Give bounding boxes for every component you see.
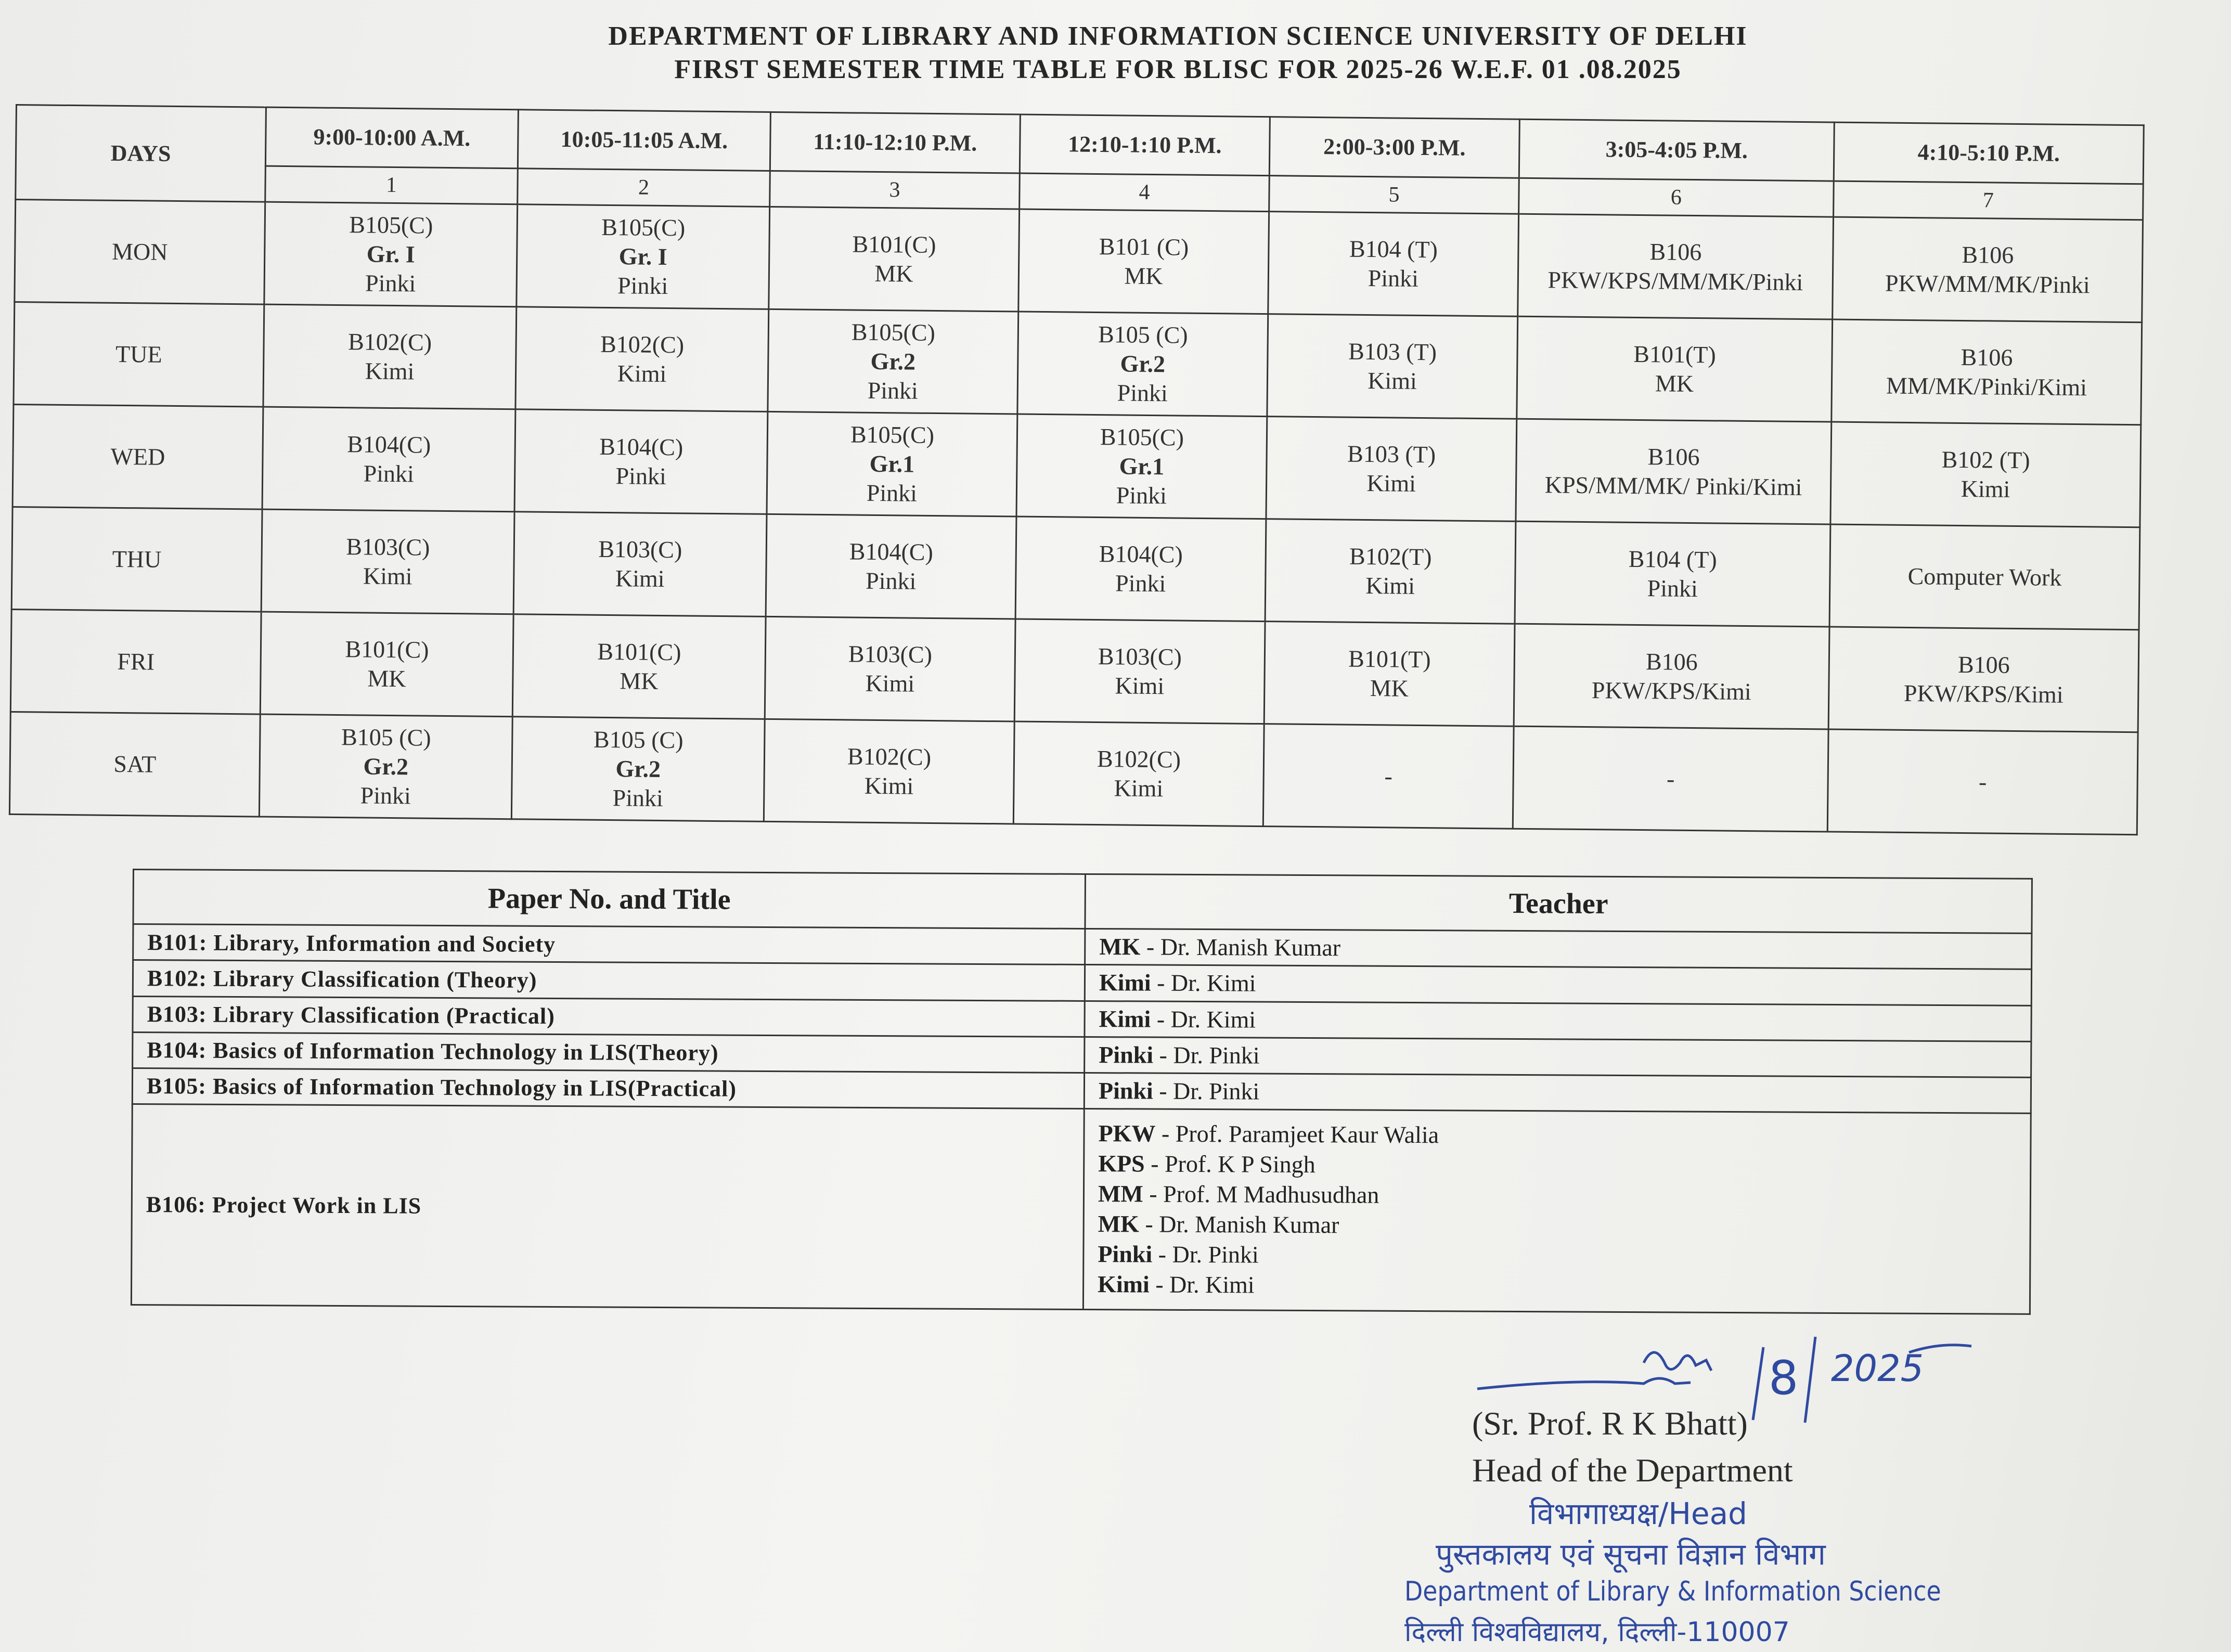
teacher-abbr: Pinki [1098, 1241, 1153, 1268]
paper-code: B106 [1962, 241, 2014, 268]
paper-code: B102(T) [1349, 543, 1432, 571]
teacher-name: - Dr. Kimi [1151, 1005, 1256, 1033]
paper-code: B103(C) [1098, 643, 1182, 670]
paper-code: B105(C) [1100, 423, 1184, 451]
paper-code: B104(C) [1099, 540, 1183, 568]
teacher-code: PKW/KPS/Kimi [1591, 677, 1751, 705]
paper-code: - [1666, 765, 1675, 792]
paper-code: B103 (T) [1348, 338, 1437, 366]
paper-code: B104(C) [849, 538, 934, 565]
teacher-entry [1098, 1240, 2016, 1274]
paper-code: B102 (T) [1941, 446, 2030, 474]
group-label: Gr. I [366, 240, 415, 268]
day-label: FRI [10, 609, 261, 714]
paper-code: B101(C) [852, 230, 936, 258]
class-cell [262, 407, 515, 512]
teacher-code: Pinki [1116, 482, 1167, 509]
teacher-code: Kimi [864, 772, 914, 799]
teacher-abbr: MM [1098, 1180, 1143, 1207]
day-label: WED [12, 404, 263, 509]
teacher-code: MK [367, 665, 406, 692]
teacher-name: - Dr. Pinki [1152, 1241, 1259, 1269]
timetable [9, 104, 2145, 835]
teacher-code: Kimi [363, 562, 412, 590]
slot-time-header: 10:05-11:05 A.M. [518, 110, 770, 171]
paper-code: Computer Work [1907, 562, 2062, 591]
class-cell [1014, 619, 1265, 724]
department-heading: DEPARTMENT OF LIBRARY AND INFORMATION SCIENCE UNIVERSITY OF DELHI [608, 21, 1748, 51]
teacher-code: Pinki [365, 269, 416, 297]
legend-body [131, 924, 2032, 1314]
class-cell [1013, 721, 1264, 827]
teacher-code: PKW/KPS/MM/MK/Pinki [1547, 266, 1803, 295]
slot-index: 4 [1020, 173, 1270, 212]
class-cell [1268, 212, 1519, 317]
class-cell [1517, 316, 1833, 422]
timetable-row [9, 712, 2138, 834]
teacher-name: - Dr. Manish Kumar [1139, 1210, 1339, 1238]
paper-code: B104 (T) [1628, 545, 1717, 573]
teacher-entry [1099, 1004, 2017, 1039]
teacher-code: PKW/KPS/Kimi [1903, 679, 2064, 708]
teacher-cell [1085, 965, 2031, 1005]
handwritten-year: 2025 [1831, 1347, 1924, 1390]
teacher-code: Pinki [1115, 570, 1166, 597]
paper-code: B105 (C) [341, 724, 431, 751]
class-cell [515, 307, 769, 412]
timetable-row [11, 507, 2140, 629]
stamp-line: विभागाध्यक्ष/Head [1529, 1496, 1747, 1531]
class-cell [1263, 724, 1514, 829]
paper-code: B103(C) [346, 533, 430, 561]
class-cell [513, 512, 767, 617]
slot-index: 7 [1834, 181, 2144, 220]
teacher-code: Kimi [1115, 672, 1165, 700]
teacher-code: MK [1655, 370, 1694, 397]
slot-time-header: 3:05-4:05 P.M. [1519, 119, 1834, 181]
teacher-abbr: Kimi [1097, 1271, 1150, 1298]
paper-code: B105(C) [349, 211, 433, 239]
teacher-code: KPS/MM/MK/ Pinki/Kimi [1544, 471, 1802, 501]
paper-title: B105: Basics of Information Technology in LIS(Practical) [132, 1068, 1084, 1108]
paper-code: - [1384, 763, 1393, 790]
teacher-code: Pinki [612, 784, 664, 812]
class-cell [1264, 622, 1515, 727]
paper-code: B105 (C) [1098, 320, 1188, 349]
signatory-title: Head of the Department [1472, 1452, 1793, 1489]
teacher-entry [1099, 968, 2017, 1003]
teacher-name: - Prof. K P Singh [1144, 1150, 1316, 1178]
teacher-abbr: Kimi [1099, 1005, 1151, 1032]
paper-code: B101(C) [597, 638, 681, 666]
class-cell [1828, 627, 2139, 732]
paper-teacher-legend [131, 869, 2033, 1315]
teacher-entry [1099, 932, 2017, 966]
class-cell [1017, 312, 1268, 417]
teacher-entry [1098, 1209, 2016, 1244]
paper-code: B101(T) [1348, 645, 1431, 673]
slot-index: 2 [518, 169, 770, 207]
teacher-code: Pinki [867, 377, 919, 404]
teacher-code: PKW/MM/MK/Pinki [1885, 269, 2090, 299]
class-cell [1265, 519, 1516, 624]
teacher-entry [1098, 1119, 2016, 1154]
class-cell [766, 514, 1016, 619]
teacher-abbr: Kimi [1099, 969, 1151, 997]
class-cell [1514, 624, 1829, 729]
teacher-code: Kimi [1366, 469, 1416, 497]
teacher-code: MK [874, 260, 913, 287]
teacher-code: Kimi [865, 669, 915, 697]
timetable-body [9, 200, 2143, 835]
teacher-code: Kimi [1961, 475, 2010, 502]
paper-title: B102: Library Classification (Theory) [133, 960, 1085, 1001]
class-cell [1832, 319, 2142, 425]
slot-index: 6 [1519, 178, 1834, 217]
timetable-row [14, 302, 2142, 424]
class-cell [511, 717, 765, 822]
paper-code: - [1978, 768, 1987, 795]
slot-time-header: 9:00-10:00 A.M. [265, 107, 518, 169]
teacher-cell [1085, 1037, 2031, 1077]
paper-code: B102(C) [847, 743, 932, 770]
paper-title: B106: Project Work in LIS [131, 1104, 1084, 1309]
class-cell [1515, 521, 1830, 627]
class-cell [1518, 214, 1834, 319]
group-label: Gr. I [618, 243, 667, 270]
group-label: Gr.2 [1120, 350, 1166, 378]
teacher-name: - Dr. Kimi [1151, 970, 1256, 997]
teacher-name: - Prof. M Madhusudhan [1143, 1180, 1379, 1209]
class-cell [767, 411, 1017, 517]
slot-time-header: 11:10-12:10 P.M. [770, 112, 1020, 173]
paper-code: B103 (T) [1347, 440, 1436, 468]
class-cell [1516, 419, 1832, 524]
class-cell [264, 202, 518, 307]
class-cell [1015, 517, 1266, 622]
class-cell [764, 719, 1014, 824]
paper-code: B103(C) [598, 535, 682, 563]
teacher-code: MK [1370, 675, 1409, 702]
teacher-entry [1099, 1040, 2017, 1075]
teacher-abbr: MK [1098, 1210, 1140, 1237]
slot-time-header: 2:00-3:00 P.M. [1269, 117, 1519, 178]
paper-code: B105(C) [601, 213, 686, 241]
slot-index: 1 [265, 166, 518, 204]
timetable-row [15, 200, 2143, 322]
paper-code: B106 [1961, 343, 2013, 371]
class-cell [514, 409, 768, 514]
paper-code: B106 [1647, 443, 1700, 471]
paper-header: Paper No. and Title [133, 870, 1085, 929]
paper-code: B105(C) [850, 421, 935, 448]
paper-code: B102(C) [600, 330, 685, 358]
paper-code: B105(C) [851, 318, 936, 346]
slot-index: 3 [770, 171, 1020, 209]
teacher-code: Pinki [865, 567, 917, 595]
teacher-header: Teacher [1085, 874, 2032, 933]
paper-code: B104 (T) [1349, 235, 1438, 263]
teacher-name: - Dr. Pinki [1153, 1041, 1260, 1069]
group-label: Gr.2 [363, 753, 409, 780]
group-label: Gr.2 [870, 347, 916, 375]
teacher-code: Pinki [1117, 379, 1168, 407]
class-cell [1830, 422, 2141, 527]
day-label: THU [11, 507, 262, 612]
paper-code: B102(C) [1097, 745, 1181, 773]
slot-index: 5 [1269, 176, 1519, 214]
stamp-line: पुस्तकालय एवं सूचना विज्ञान विभाग [1436, 1537, 1826, 1572]
teacher-cell [1085, 1001, 2031, 1041]
class-cell [1267, 314, 1518, 419]
day-label: TUE [14, 302, 264, 407]
teacher-name: - Dr. Kimi [1149, 1271, 1255, 1299]
group-label: Gr.1 [1119, 453, 1165, 480]
class-cell [259, 714, 512, 819]
legend-row [131, 1104, 2031, 1314]
teacher-code: Kimi [1367, 367, 1417, 394]
teacher-abbr: KPS [1098, 1150, 1145, 1177]
class-cell [1513, 726, 1828, 832]
handwritten-date: 8 [1769, 1351, 1799, 1405]
slot-time-header: 4:10-5:10 P.M. [1834, 122, 2144, 184]
teacher-name: - Dr. Manish Kumar [1140, 933, 1341, 961]
class-cell [1833, 217, 2143, 322]
slot-time-header: 12:10-1:10 P.M. [1020, 114, 1270, 176]
teacher-code: Kimi [617, 360, 667, 388]
class-cell [1016, 414, 1267, 519]
paper-code: B101 (C) [1099, 233, 1189, 261]
teacher-abbr: Pinki [1098, 1077, 1153, 1104]
paper-code: B102(C) [347, 328, 432, 356]
class-cell [517, 204, 770, 309]
paper-code: B104(C) [599, 433, 684, 461]
group-label: Gr.1 [869, 450, 915, 477]
teacher-cell [1084, 1073, 2031, 1113]
class-cell [1829, 524, 2140, 630]
signatory-name: (Sr. Prof. R K Bhatt) [1472, 1405, 1748, 1442]
paper-code: B105 (C) [593, 726, 684, 754]
paper-title: B104: Basics of Information Technology in LIS(Theory) [133, 1032, 1085, 1073]
teacher-abbr: Pinki [1099, 1041, 1154, 1068]
class-cell [260, 612, 513, 717]
teacher-code: Pinki [866, 479, 918, 507]
timetable-heading: FIRST SEMESTER TIME TABLE FOR BLISC FOR 2025-26 W.E.F. 01 .08.2025 [674, 55, 1682, 84]
teacher-entry [1098, 1149, 2016, 1184]
group-label: Gr.2 [615, 755, 661, 782]
teacher-code: MK [620, 667, 659, 694]
class-cell [1266, 417, 1517, 522]
timetable-row [12, 404, 2141, 527]
teacher-code: Pinki [363, 460, 415, 487]
paper-code: B106 [1649, 238, 1702, 266]
stamp-line: Department of Library & Information Science [1404, 1576, 1941, 1607]
teacher-code: Pinki [1647, 575, 1698, 602]
teacher-name: - Dr. Pinki [1153, 1077, 1260, 1105]
days-header: DAYS [16, 105, 266, 202]
paper-code: B104(C) [347, 431, 431, 458]
teacher-abbr: PKW [1098, 1120, 1156, 1147]
teacher-entry [1099, 1076, 2017, 1111]
paper-code: B101(C) [345, 636, 429, 663]
paper-title: B103: Library Classification (Practical) [133, 996, 1085, 1037]
teacher-code: Kimi [365, 357, 415, 385]
class-cell [765, 616, 1015, 721]
day-label: SAT [9, 712, 260, 817]
paper-code: B103(C) [848, 640, 933, 668]
teacher-entry [1098, 1270, 2016, 1305]
teacher-code: MM/MK/Pinki/Kimi [1886, 372, 2087, 401]
teacher-code: Kimi [1114, 775, 1164, 802]
teacher-code: Pinki [617, 272, 668, 300]
paper-code: B101(T) [1633, 340, 1716, 368]
teacher-code: Pinki [1368, 264, 1419, 292]
class-cell [1827, 729, 2138, 835]
paper-code: B106 [1645, 648, 1698, 676]
class-cell [263, 304, 517, 409]
teacher-code: Kimi [615, 565, 665, 592]
teacher-code: Pinki [360, 782, 411, 809]
teacher-abbr: MK [1099, 933, 1141, 960]
class-cell [512, 614, 766, 719]
stamp-line: दिल्ली विश्वविद्यालय, दिल्ली-110007 [1404, 1617, 1790, 1648]
teacher-name: - Prof. Paramjeet Kaur Walia [1155, 1120, 1439, 1148]
day-label: MON [15, 200, 265, 305]
class-cell [1018, 209, 1269, 314]
class-cell [769, 206, 1020, 312]
teacher-code: Kimi [1365, 572, 1415, 599]
class-cell [768, 309, 1018, 414]
teacher-code: Pinki [615, 462, 667, 490]
teacher-cell [1085, 929, 2032, 970]
paper-code: B106 [1957, 651, 2010, 678]
teacher-entry [1098, 1179, 2016, 1214]
class-cell [261, 509, 514, 614]
teacher-cell [1083, 1108, 2031, 1314]
teacher-code: MK [1124, 262, 1163, 290]
paper-title: B101: Library, Information and Society [133, 924, 1085, 965]
timetable-row [10, 609, 2139, 732]
